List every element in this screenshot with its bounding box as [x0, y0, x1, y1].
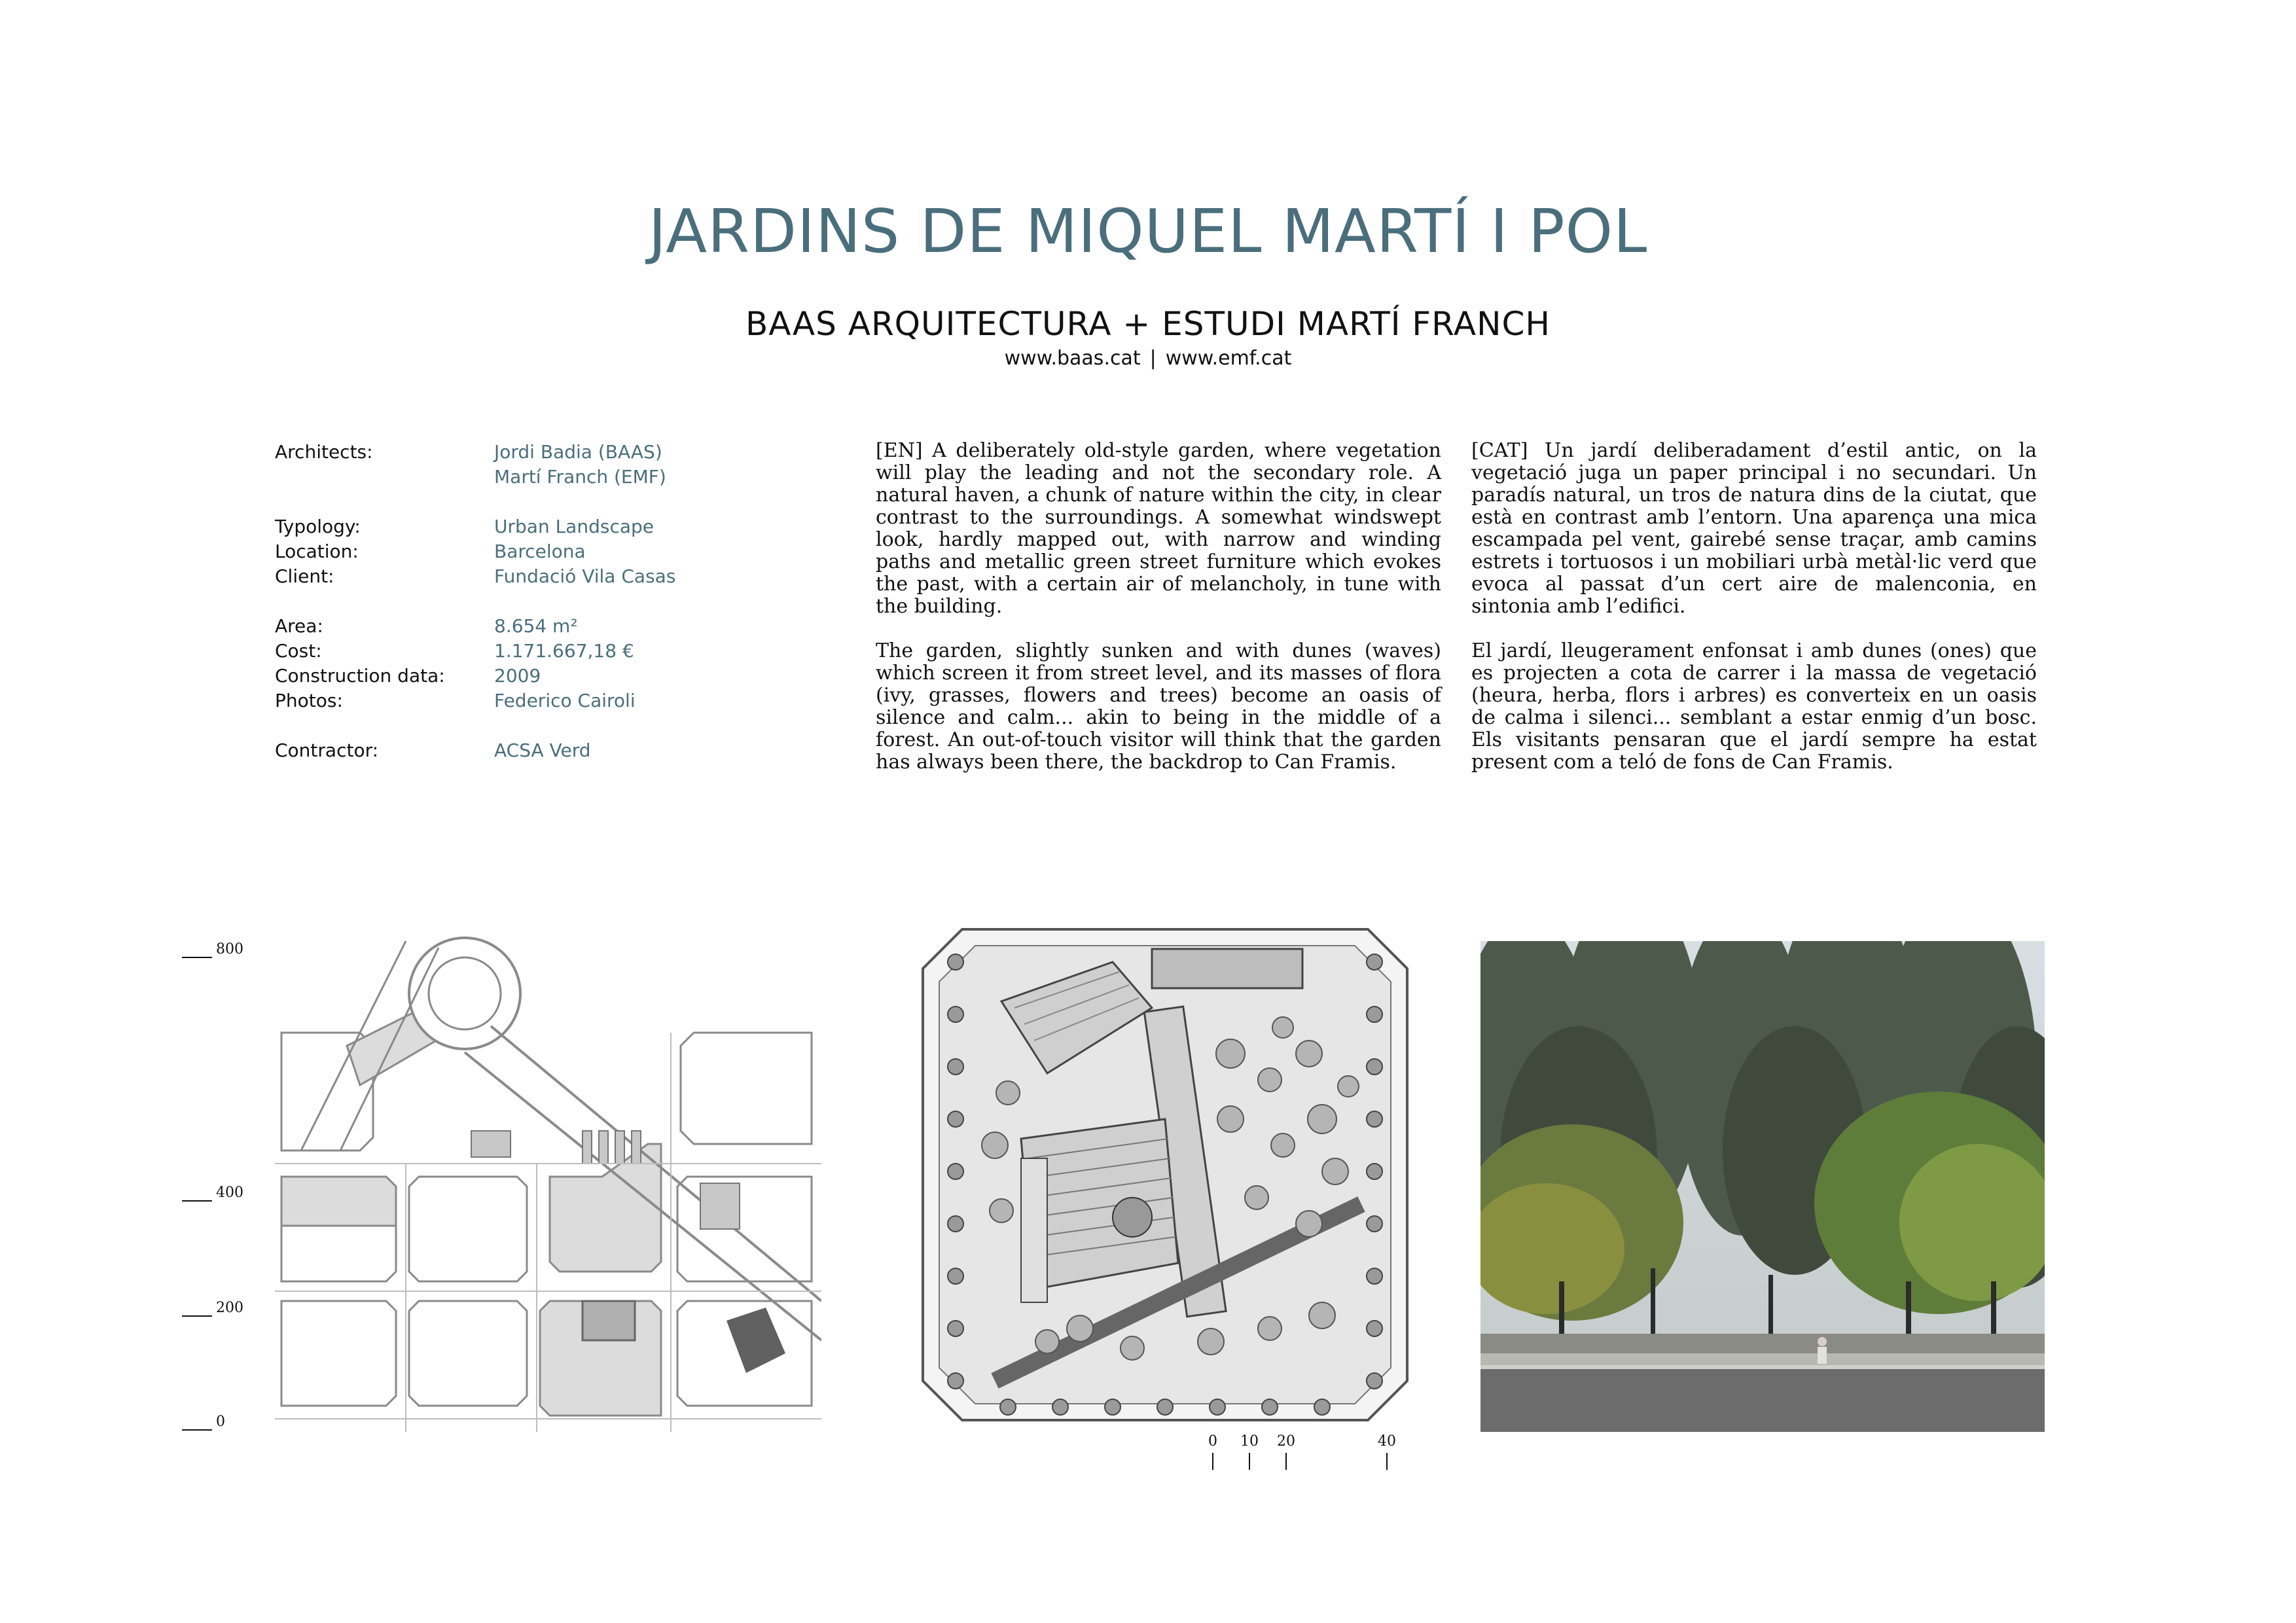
info-value: Urban Landscape	[494, 516, 655, 537]
info-label: Photos:	[275, 690, 343, 711]
website-links	[0, 347, 2296, 370]
scale-tick	[182, 1315, 212, 1317]
scale-label: 40	[1378, 1433, 1396, 1450]
info-row-construction	[275, 664, 733, 688]
info-row-architects	[275, 440, 733, 465]
info-label-empty	[275, 465, 494, 490]
scale-label: 10	[1240, 1433, 1259, 1450]
info-label: Location:	[275, 541, 359, 562]
info-label: Area:	[275, 615, 323, 637]
info-label: Cost:	[275, 640, 322, 662]
horizontal-scale-bar	[1208, 1433, 1407, 1472]
paragraph: [CAT] Un jardí deliberadament d’estil antic, on la vegetació juga un paper principal i no secundari. Un paradís natural, un tros de natura dins de la ciutat, que està en contrast amb l’entorn. Una aparença una mica escampada pel vent, gairebé sense traçar, amb camins estrets i tortuosos i un mobiliari urbà metàl·lic verd que evoca al passat d’un cert aire de malenconia, en sintonia amb l’edifici.	[1471, 439, 2037, 618]
info-value: Martí Franch (EMF)	[494, 466, 666, 488]
info-row-architects-2	[275, 465, 733, 490]
scale-label: 400	[216, 1185, 243, 1201]
garden-plan-image	[916, 923, 1414, 1430]
info-value: Barcelona	[494, 541, 586, 562]
scale-label: 200	[216, 1300, 243, 1316]
scale-tick	[1249, 1453, 1250, 1470]
info-row-client	[275, 564, 733, 589]
info-value: ACSA Verd	[494, 740, 591, 761]
website-separator: |	[1149, 347, 1157, 370]
info-row-photos	[275, 688, 733, 713]
info-label: Architects:	[275, 441, 373, 463]
info-row-typology	[275, 514, 733, 539]
scale-tick	[182, 1200, 212, 1202]
scale-tick	[1386, 1453, 1388, 1470]
scale-label: 0	[1208, 1433, 1217, 1450]
scale-tick	[182, 1429, 212, 1431]
paragraph: The garden, slightly sunken and with dunes (waves) which screen it from street level, and its masses of flora (ivy, grasses, flowers and trees) become an oasis of silence and calm... akin to being in the middle of a forest. An out-of-touch visitor will think that the garden has always been there, the backdrop to Can Framis.	[876, 639, 1441, 774]
description-english	[876, 440, 1441, 796]
info-spacer	[275, 713, 733, 738]
scale-label: 800	[216, 941, 243, 957]
info-row-cost	[275, 639, 733, 664]
info-spacer	[275, 589, 733, 614]
scale-tick	[182, 957, 212, 958]
info-value: 8.654 m²	[494, 615, 578, 637]
project-info	[275, 440, 733, 763]
info-value: Jordi Badia (BAAS)	[494, 441, 662, 463]
info-row-contractor	[275, 738, 733, 763]
garden-photo	[1480, 941, 2045, 1432]
info-value: 1.171.667,18 €	[494, 640, 634, 662]
info-label: Construction data:	[275, 665, 445, 687]
scale-tick	[1212, 1453, 1213, 1470]
info-label: Contractor:	[275, 740, 379, 761]
scale-tick	[1285, 1453, 1287, 1470]
page-subtitle: BAAS ARQUITECTURA + ESTUDI MARTÍ FRANCH	[745, 305, 1551, 343]
page-title: JARDINS DE MIQUEL MARTÍ I POL	[648, 196, 1648, 266]
info-spacer	[275, 490, 733, 514]
info-value: 2009	[494, 665, 541, 687]
site-plan-image	[275, 935, 821, 1432]
website-link-emf[interactable]: www.emf.cat	[1165, 347, 1292, 370]
info-value: Fundació Vila Casas	[494, 565, 676, 587]
website-link-baas[interactable]: www.baas.cat	[1004, 347, 1141, 370]
info-row-location	[275, 539, 733, 564]
info-label: Typology:	[275, 516, 361, 537]
scale-label: 0	[216, 1414, 225, 1430]
paragraph: [EN] A deliberately old-style garden, where vegetation will play the leading and not the secondary role. A natural haven, a chunk of nature within the city, in clear contrast to the surroundings. A somewhat windswept look, hardly mapped out, with narrow and winding paths and metallic green street furniture which evokes the past, with a certain air of melancholy, in tune with the building.	[876, 439, 1441, 618]
scale-label: 20	[1277, 1433, 1295, 1450]
description-catalan	[1471, 440, 2037, 796]
info-value: Federico Cairoli	[494, 690, 636, 711]
paragraph: El jardí, lleugerament enfonsat i amb dunes (ones) que es projecten a cota de carrer i la massa de vegetació (heura, herba, flors i arbres) es converteix en un oasis de calma i silenci... semblant a estar enmig d’un bosc. Els visitants pensaran que el jardí sempre ha estat present com a teló de fons de Can Framis.	[1471, 639, 2037, 774]
info-row-area	[275, 614, 733, 639]
info-label: Client:	[275, 565, 334, 587]
